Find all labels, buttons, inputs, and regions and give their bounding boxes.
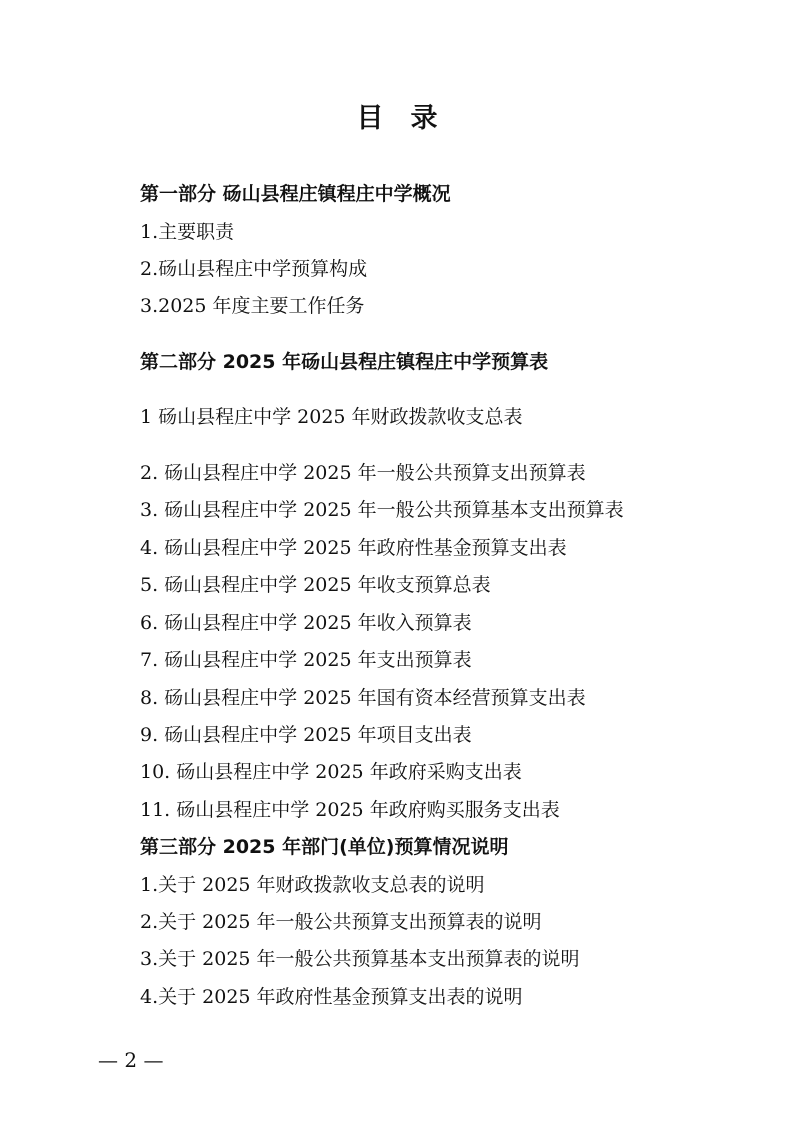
toc-item: 11. 砀山县程庄中学 2025 年政府购买服务支出表 — [140, 799, 560, 821]
toc-item: 1.主要职责 — [140, 221, 235, 243]
page-number: — 2 — — [98, 1048, 164, 1072]
toc-item: 3.2025 年度主要工作任务 — [140, 295, 365, 317]
toc-item: 7. 砀山县程庄中学 2025 年支出预算表 — [140, 649, 472, 671]
toc-item: 2. 砀山县程庄中学 2025 年一般公共预算支出预算表 — [140, 462, 586, 484]
toc-item: 2.关于 2025 年一般公共预算支出预算表的说明 — [140, 911, 542, 933]
toc-item: 8. 砀山县程庄中学 2025 年国有资本经营预算支出表 — [140, 687, 586, 709]
page-title: 目 录 — [356, 103, 438, 134]
toc-item: 5. 砀山县程庄中学 2025 年收支预算总表 — [140, 574, 491, 596]
toc-item: 9. 砀山县程庄中学 2025 年项目支出表 — [140, 724, 472, 746]
toc-item: 1.关于 2025 年财政拨款收支总表的说明 — [140, 874, 485, 896]
toc-item: 1 砀山县程庄中学 2025 年财政拨款收支总表 — [140, 406, 523, 428]
toc-item: 4.关于 2025 年政府性基金预算支出表的说明 — [140, 986, 523, 1008]
toc-item: 6. 砀山县程庄中学 2025 年收入预算表 — [140, 612, 472, 634]
section-heading-part-two: 第二部分 2025 年砀山县程庄镇程庄中学预算表 — [140, 351, 549, 373]
toc-item: 3. 砀山县程庄中学 2025 年一般公共预算基本支出预算表 — [140, 499, 624, 521]
section-heading-part-one: 第一部分 砀山县程庄镇程庄中学概况 — [140, 183, 451, 205]
toc-item: 2.砀山县程庄中学预算构成 — [140, 258, 368, 280]
toc-item: 3.关于 2025 年一般公共预算基本支出预算表的说明 — [140, 948, 580, 970]
toc-item: 10. 砀山县程庄中学 2025 年政府采购支出表 — [140, 761, 522, 783]
section-heading-part-three: 第三部分 2025 年部门(单位)预算情况说明 — [140, 836, 509, 858]
toc-item: 4. 砀山县程庄中学 2025 年政府性基金预算支出表 — [140, 537, 567, 559]
